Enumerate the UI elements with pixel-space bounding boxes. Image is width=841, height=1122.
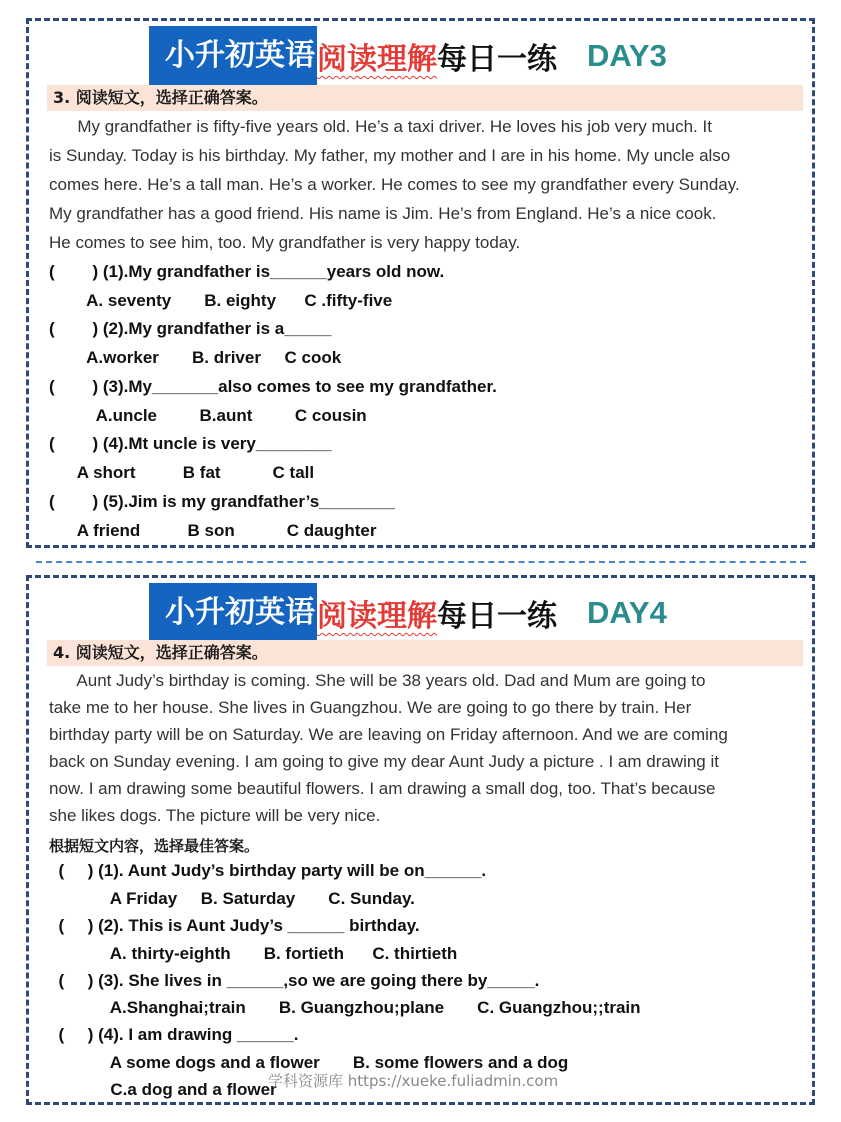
title-bar (149, 583, 667, 643)
question-options: A. thirty-eighth B. fortieth C. thirtieth (49, 944, 458, 963)
section-divider (36, 561, 806, 563)
question-stem: ( ) (5).Jim is my grandfather’s________ (49, 492, 395, 511)
title-blue-part: 小升初英语 (149, 583, 317, 643)
passage-line: My grandfather is fifty-five years old. He’s a taxi driver. He loves his job very much. It (49, 117, 712, 136)
question-options: A.Shanghai;train B. Guangzhou;plane C. Guangzhou;;train (49, 998, 641, 1017)
passage-line: she likes dogs. The picture will be very nice. (49, 806, 381, 825)
question-stem: ( ) (2).My grandfather is a_____ (49, 319, 332, 338)
passage-line: take me to her house. She lives in Guangzhou. We are going to go there by train. Her (49, 698, 692, 717)
question-heading: 4. 阅读短文，选择正确答案。 (47, 640, 803, 666)
question-options: A Friday B. Saturday C. Sunday. (49, 889, 415, 908)
passage-line: is Sunday. Today is his birthday. My father, my mother and I are in his home. My uncle also (49, 146, 731, 165)
title-red-part: 阅读理解 (317, 599, 437, 634)
question-options: A some dogs and a flower B. some flowers and a dog (49, 1053, 569, 1072)
exercise-panel-day3 (26, 18, 815, 548)
question-options: A short B fat C tall (49, 463, 315, 482)
passage-line: back on Sunday evening. I am going to give my dear Aunt Judy a picture . I am drawing it (49, 752, 719, 771)
title-red-part: 阅读理解 (317, 42, 437, 77)
question-stem: ( ) (1). Aunt Judy’s birthday party will be on______. (49, 861, 487, 880)
passage-line: My grandfather has a good friend. His name is Jim. He’s from England. He’s a nice cook. (49, 204, 717, 223)
question-stem: ( ) (4). I am drawing ______. (49, 1025, 299, 1044)
passage-line: He comes to see him, too. My grandfather is very happy today. (49, 233, 521, 252)
watermark-text: 学科资源库 https://xueke.fuliadmin.com (268, 1072, 559, 1090)
question-options: A.worker B. driver C cook (49, 348, 342, 367)
instruction-heading: 根据短文内容，选择最佳答案。 (49, 837, 260, 855)
title-bar (149, 26, 667, 86)
question-stem: ( ) (4).Mt uncle is very________ (49, 434, 332, 453)
question-options: A. seventy B. eighty C .fifty-five (49, 291, 393, 310)
title-day-label: DAY4 (587, 595, 667, 630)
passage-line: comes here. He’s a tall man. He’s a worker. He comes to see my grandfather every Sunday. (49, 175, 740, 194)
title-blue-part: 小升初英语 (149, 26, 317, 86)
exercise-panel-day4 (26, 575, 815, 1105)
title-day-label: DAY3 (587, 38, 667, 73)
question-stem: ( ) (2). This is Aunt Judy’s ______ birthday. (49, 916, 420, 935)
question-options: A.uncle B.aunt C cousin (49, 406, 367, 425)
question-stem: ( ) (1).My grandfather is______years old now. (49, 262, 445, 281)
question-options: C.a dog and a flower (49, 1080, 277, 1099)
title-black-part: 每日一练 (437, 42, 557, 77)
question-stem: ( ) (3).My_______also comes to see my grandfather. (49, 377, 497, 396)
question-heading: 3. 阅读短文，选择正确答案。 (47, 85, 803, 111)
question-stem: ( ) (3). She lives in ______,so we are going there by_____. (49, 971, 540, 990)
passage-line: birthday party will be on Saturday. We are leaving on Friday afternoon. And we are coming (49, 725, 728, 744)
title-black-part: 每日一练 (437, 599, 557, 634)
passage-line: now. I am drawing some beautiful flowers. I am drawing a small dog, too. That’s because (49, 779, 716, 798)
passage-line: Aunt Judy’s birthday is coming. She will be 38 years old. Dad and Mum are going to (49, 671, 706, 690)
question-options: A friend B son C daughter (49, 521, 377, 540)
